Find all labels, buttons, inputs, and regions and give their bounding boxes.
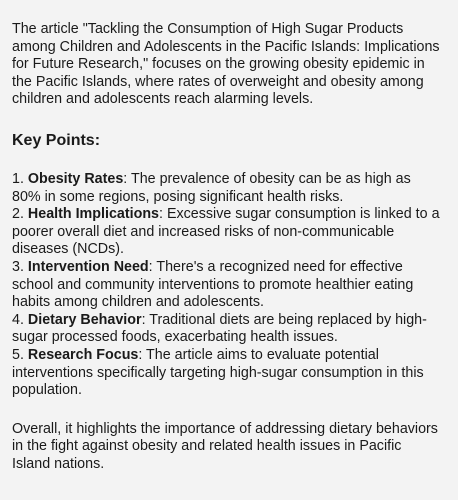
- key-point-number: 3.: [12, 258, 24, 275]
- key-point-text: : Excessive sugar consumption is linked to a poorer overall diet and increased risks of non-communicable diseases (NCDs).: [12, 206, 440, 258]
- key-point-term: Dietary Behavior: [27, 311, 142, 328]
- key-point-item-5: [12, 347, 442, 400]
- key-point-text: : Traditional diets are being replaced by high-sugar processed foods, exacerbating health issues.: [12, 311, 427, 346]
- key-point-text: : The prevalence of obesity can be as high as 80% in some regions, posing significant health risks.: [12, 170, 411, 205]
- key-point-number: 4.: [12, 311, 24, 328]
- key-point-number: 1.: [12, 170, 24, 187]
- key-points-heading: Key Points:: [12, 131, 101, 149]
- key-point-item-1: [12, 171, 442, 206]
- key-point-term: Research Focus: [27, 346, 139, 363]
- key-point-term: Health Implications: [27, 206, 160, 223]
- key-point-item-2: [12, 206, 442, 259]
- key-point-item-3: [12, 259, 442, 312]
- key-point-term: Intervention Need: [27, 258, 149, 275]
- intro-paragraph: The article "Tackling the Consumption of High Sugar Products among Children and Adolescents in the Pacific Islands: Implications for Future Research," focuses on the growing obesity epidemic in the Pacific Islands, where rates of overweight and obesity among children and adolescents reach alarming levels.: [12, 21, 440, 108]
- key-point-number: 2.: [12, 206, 24, 223]
- key-point-text: : There's a recognized need for effective school and community interventions to promote healthier eating habits among children and adolescents.: [12, 258, 414, 311]
- key-point-text: : The article aims to evaluate potential interventions specifically targeting high-sugar consumption in this population.: [12, 346, 424, 399]
- key-point-number: 5.: [12, 346, 24, 363]
- summary-paragraph: Overall, it highlights the importance of addressing dietary behaviors in the fight against obesity and related health issues in Pacific Island nations.: [12, 420, 438, 472]
- key-point-term: Obesity Rates: [27, 170, 124, 187]
- key-point-item-4: [12, 312, 442, 347]
- key-points-list: [12, 171, 442, 400]
